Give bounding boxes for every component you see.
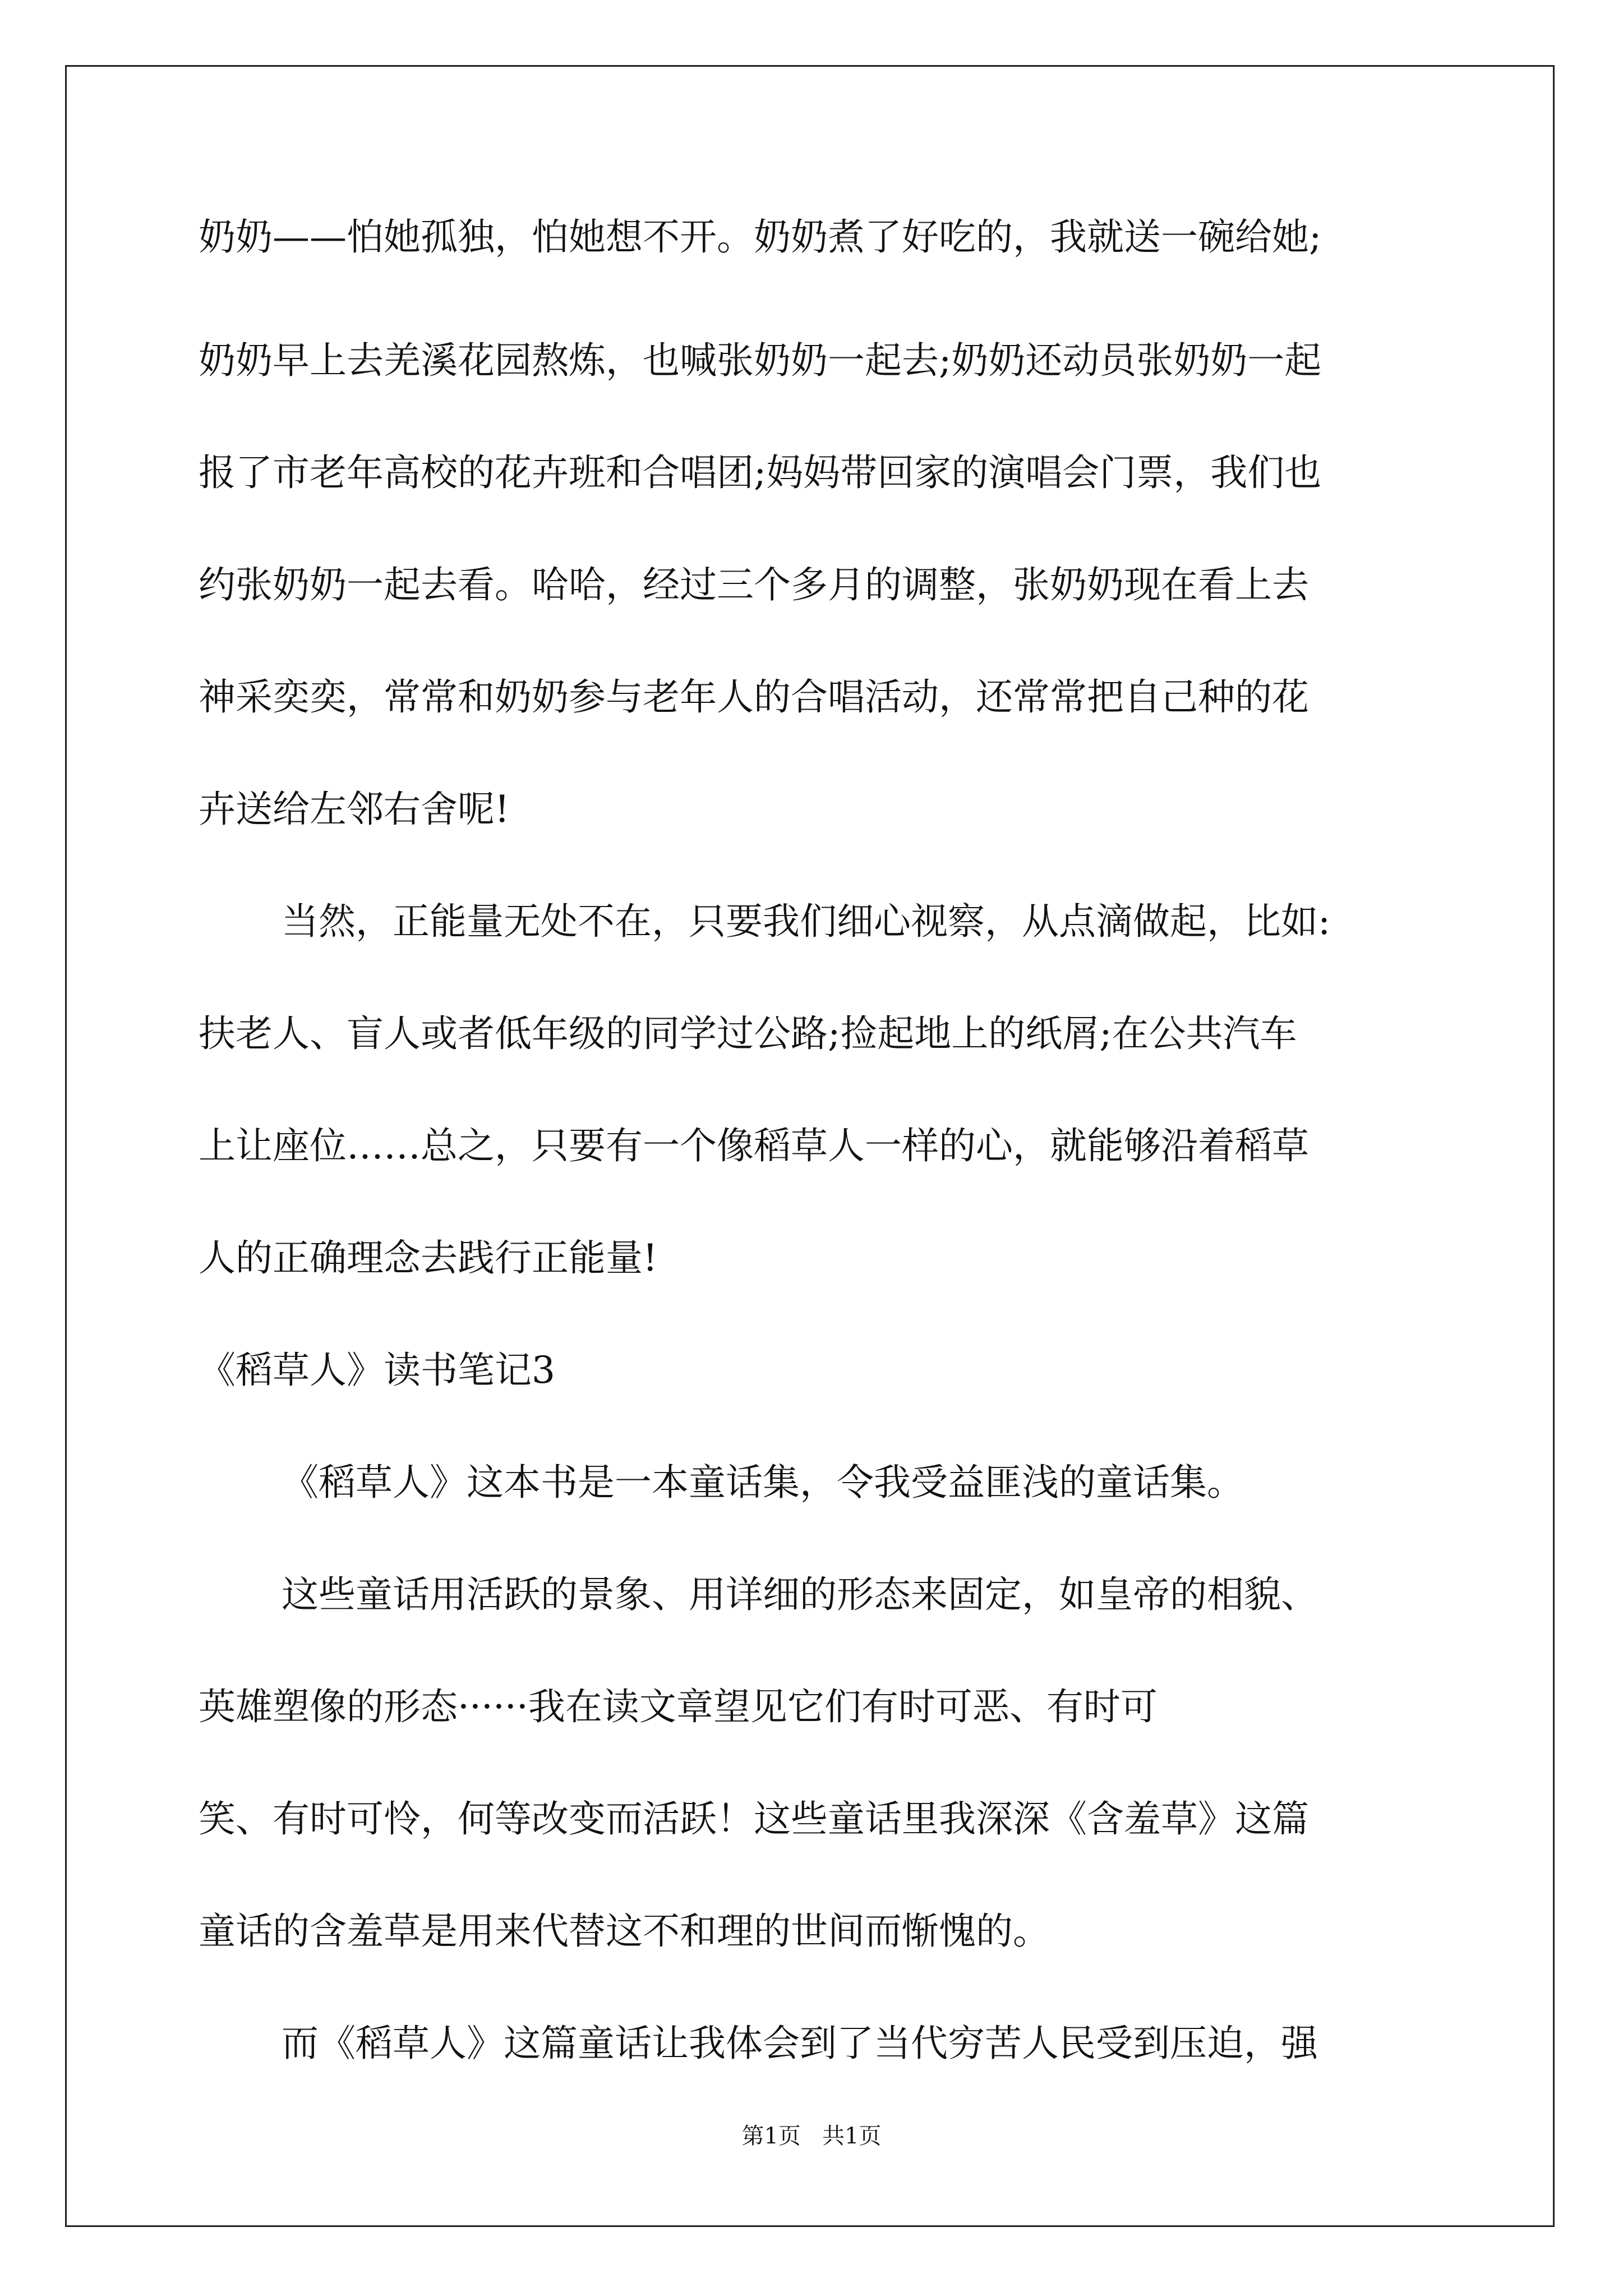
paragraph-line: 人的正确理念去践行正能量!: [199, 1236, 658, 1280]
paragraph-line: 笑、有时可怜，何等改变而活跃！这些童话里我深深《含羞草》这篇: [199, 1797, 1309, 1841]
paragraph-line: 神采奕奕，常常和奶奶参与老年人的合唱活动，还常常把自己种的花: [199, 675, 1309, 719]
paragraph-line: 这些童话用活跃的景象、用详细的形态来固定，如皇帝的相貌、: [282, 1573, 1318, 1616]
paragraph-line: 《稻草人》这本书是一本童话集，令我受益匪浅的童话集。: [282, 1461, 1244, 1504]
paragraph-line: 奶奶——怕她孤独，怕她想不开。奶奶煮了好吃的，我就送一碗给她;: [199, 215, 1322, 259]
paragraph-line: 童话的含羞草是用来代替这不和理的世间而惭愧的。: [199, 1910, 1050, 1953]
paragraph-line: 奶奶早上去羌溪花园熬炼，也喊张奶奶一起去;奶奶还动员张奶奶一起: [199, 339, 1322, 382]
paragraph-line: 报了市老年高校的花卉班和合唱团;妈妈带回家的演唱会门票，我们也: [199, 451, 1322, 494]
paragraph-line: 英雄塑像的形态······我在读文章望见它们有时可恶、有时可: [199, 1685, 1158, 1728]
section-heading: 《稻草人》读书笔记3: [199, 1349, 555, 1392]
paragraph-line: 约张奶奶一起去看。哈哈，经过三个多月的调整，张奶奶现在看上去: [199, 563, 1309, 606]
paragraph-line: 当然，正能量无处不在，只要我们细心视察，从点滴做起，比如:: [282, 900, 1331, 943]
page-footer: 第1页 共1页: [741, 2123, 882, 2149]
paragraph-line: 而《稻草人》这篇童话让我体会到了当代穷苦人民受到压迫，强: [282, 2022, 1318, 2065]
paragraph-line: 卉送给左邻右舍呢!: [199, 788, 510, 831]
paragraph-line: 扶老人、盲人或者低年级的同学过公路;捡起地上的纸屑;在公共汽车: [199, 1012, 1297, 1055]
paragraph-line: 上让座位……总之，只要有一个像稻草人一样的心，就能够沿着稻草: [199, 1124, 1309, 1167]
